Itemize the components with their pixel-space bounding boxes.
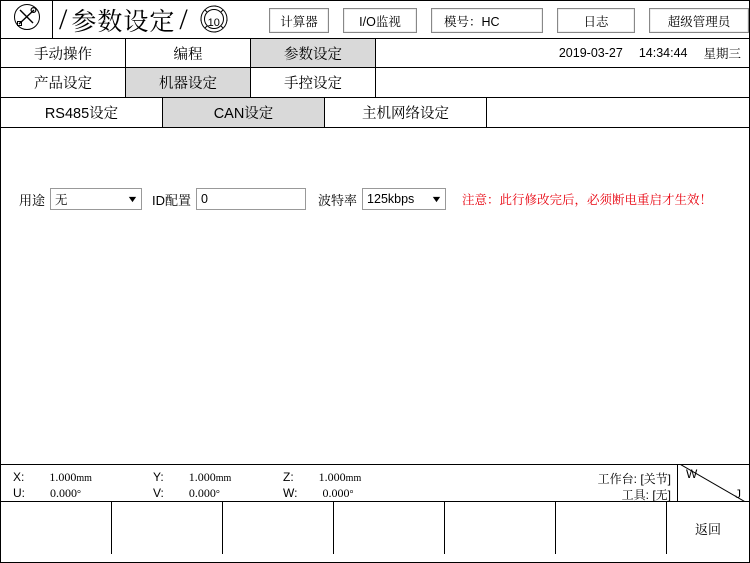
coord-x-axis: X: — [13, 470, 25, 484]
tab-host-network-settings[interactable]: 主机网络设定 — [325, 98, 487, 127]
coord-v-unit: ° — [215, 489, 220, 500]
tools-wrench-screwdriver-icon — [12, 3, 42, 36]
baudrate-label: 波特率 — [318, 192, 358, 208]
app-header — [1, 1, 749, 39]
mold-number-button[interactable]: 模号：HC — [431, 8, 543, 33]
tertiary-tab-bar — [1, 98, 749, 128]
coord-z-axis: Z: — [283, 470, 294, 484]
function-key-4[interactable] — [334, 502, 445, 554]
can-settings-form — [19, 188, 712, 210]
calculator-button[interactable]: 计算器 — [269, 8, 329, 33]
tab-handcontrol-settings[interactable]: 手控设定 — [251, 68, 376, 97]
log-button[interactable]: 日志 — [557, 8, 635, 33]
primary-tab-bar — [1, 39, 749, 68]
coord-z-value: 1.000 — [318, 470, 346, 484]
coord-y — [153, 470, 231, 485]
coord-x-unit: mm — [76, 473, 92, 484]
usage-select[interactable] — [50, 188, 142, 210]
tab-machine-settings[interactable]: 机器设定 — [126, 68, 251, 97]
chevron-down-icon: ▼ — [126, 194, 139, 204]
super-admin-button[interactable]: 超级管理员 — [649, 8, 749, 33]
coord-y-unit: mm — [215, 473, 232, 484]
date-text: 2019-03-27 — [558, 46, 623, 60]
joint-mode-label: J — [735, 487, 741, 501]
worktable-status: 工作台: [关节] — [597, 472, 671, 486]
status-bar — [1, 464, 749, 502]
coord-z-unit: mm — [345, 473, 362, 484]
id-config-label: ID配置 — [152, 192, 192, 208]
tab-rs485-settings[interactable]: RS485设定 — [1, 98, 163, 127]
secondary-tab-bar — [1, 68, 749, 98]
coord-v-value: 0.000 — [188, 486, 216, 500]
coord-v-axis: V: — [153, 486, 164, 500]
tool-status: 工具: [无] — [621, 488, 671, 502]
io-monitor-button[interactable]: I/O监视 — [343, 8, 417, 33]
coord-u-unit: ° — [77, 489, 81, 500]
tab-manual-operation[interactable]: 手动操作 — [1, 39, 126, 67]
coord-v — [153, 486, 220, 501]
datetime-display — [559, 39, 741, 67]
function-key-1[interactable] — [1, 502, 112, 554]
logo-container — [1, 1, 53, 38]
coord-w-axis: W: — [283, 486, 298, 500]
coord-x-value: 1.000 — [49, 470, 77, 484]
coordinate-mode-toggle[interactable] — [677, 465, 749, 502]
coord-u — [13, 486, 81, 501]
baudrate-select[interactable] — [362, 188, 446, 210]
coord-y-value: 1.000 — [188, 470, 216, 484]
page-title: 参数设定 — [71, 7, 176, 36]
back-button[interactable]: 返回 — [667, 502, 749, 554]
time-text: 14:34:44 — [638, 46, 688, 60]
bottom-function-bar — [1, 502, 749, 554]
coord-w — [283, 486, 353, 501]
function-key-3[interactable] — [223, 502, 334, 554]
usage-select-value: 无 — [55, 193, 68, 207]
coord-z — [283, 470, 361, 485]
title-slash-decoration-2: / — [179, 2, 188, 36]
coord-x — [13, 470, 92, 485]
weekday-text: 星期三 — [703, 47, 741, 61]
function-key-2[interactable] — [112, 502, 223, 554]
coord-u-value: 0.000 — [50, 486, 77, 500]
tab-programming[interactable]: 编程 — [126, 39, 251, 67]
gear-icon — [194, 3, 234, 37]
baudrate-select-value: 125kbps — [367, 192, 415, 206]
function-key-5[interactable] — [445, 502, 556, 554]
id-config-input[interactable]: 0 — [196, 188, 306, 210]
content-panel — [1, 128, 749, 464]
coord-y-axis: Y: — [153, 470, 164, 484]
title-slash-decoration: / — [59, 2, 68, 36]
world-mode-label: W — [686, 467, 698, 481]
title-block — [53, 2, 234, 38]
tab-product-settings[interactable]: 产品设定 — [1, 68, 126, 97]
coord-u-axis: U: — [13, 486, 25, 500]
chevron-down-icon-2: ▼ — [430, 194, 443, 204]
gear-number: 10 — [207, 16, 220, 29]
usage-label: 用途 — [19, 192, 46, 208]
coord-w-unit: ° — [349, 489, 354, 500]
function-key-6[interactable] — [556, 502, 667, 554]
coord-w-value: 0.000 — [322, 486, 350, 500]
tab-can-settings[interactable]: CAN设定 — [163, 98, 325, 127]
tab-parameter-settings[interactable]: 参数设定 — [251, 39, 376, 67]
header-buttons — [269, 8, 749, 33]
restart-warning-text: 注意：此行修改完后，必须断电重启才生效！ — [462, 193, 713, 207]
